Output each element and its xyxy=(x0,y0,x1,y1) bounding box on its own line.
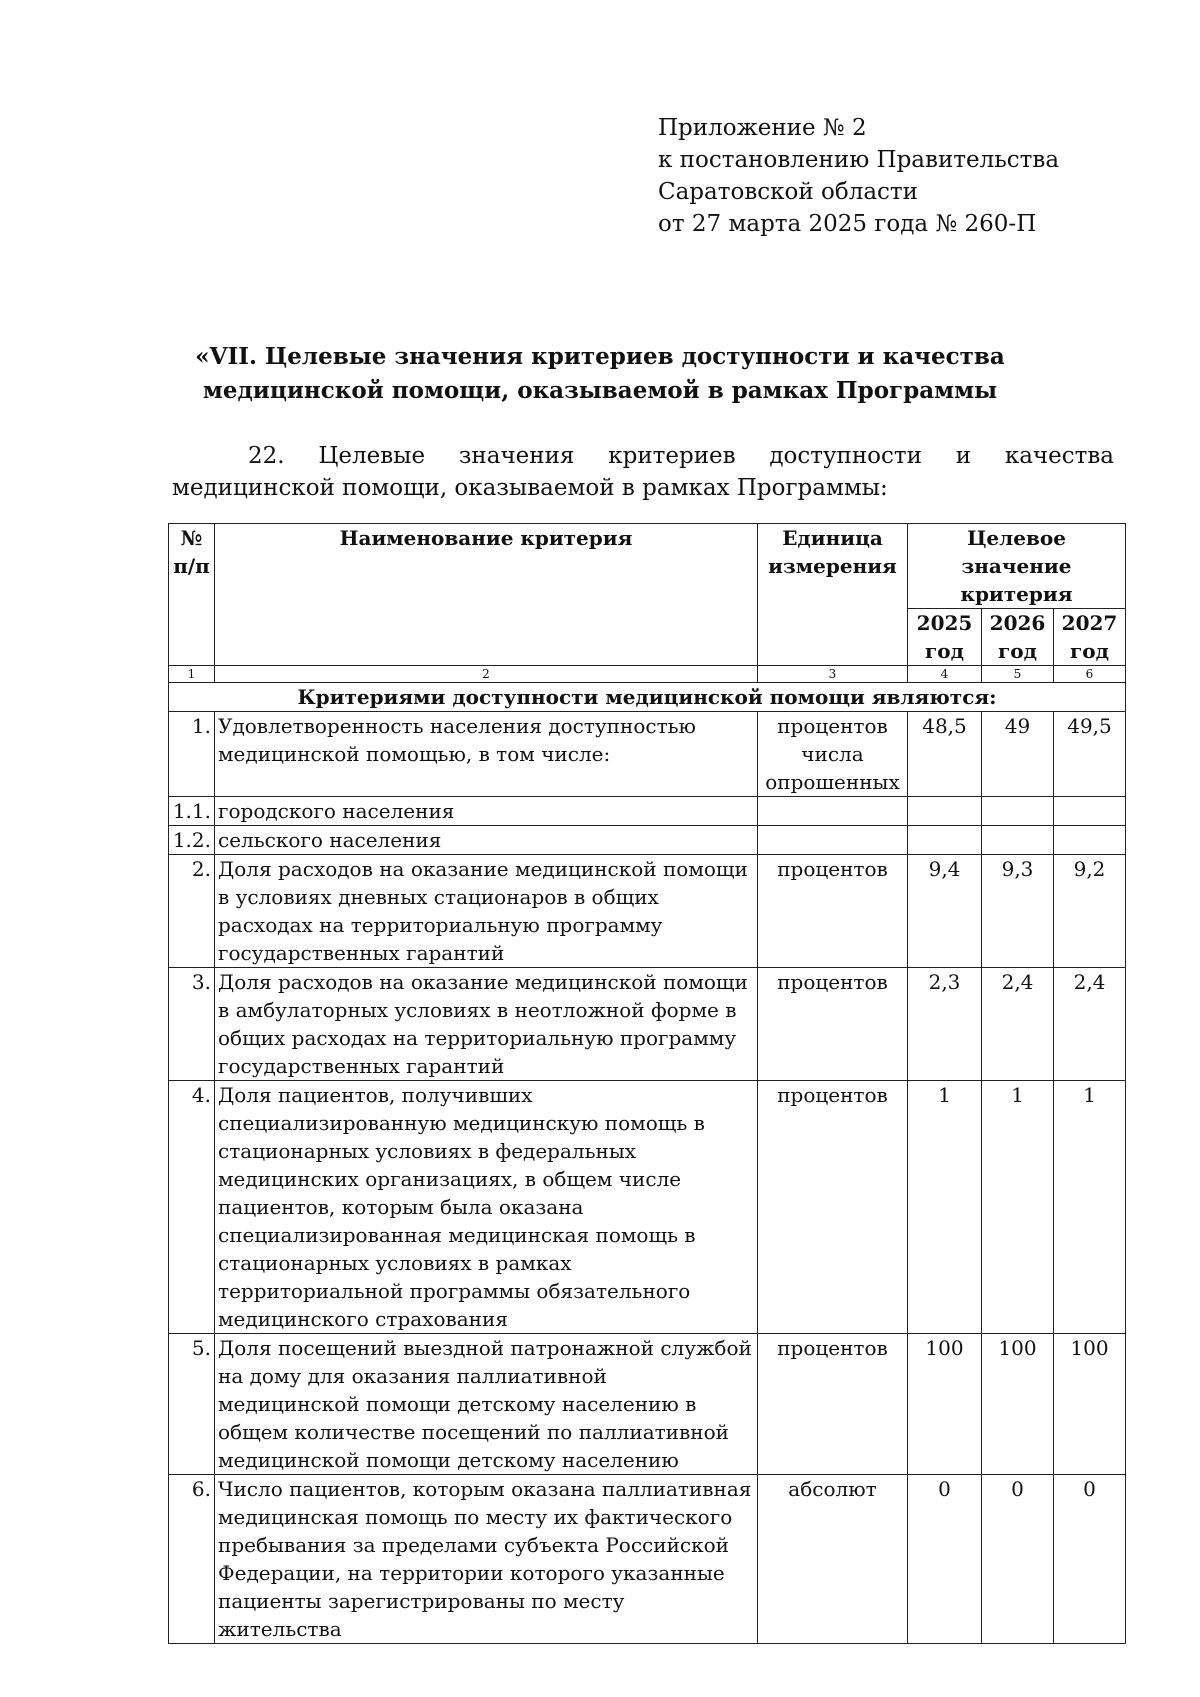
row-number: 1.2. xyxy=(169,826,215,855)
row-number: 5. xyxy=(169,1334,215,1475)
row-number: 4. xyxy=(169,1081,215,1334)
appendix-reference xyxy=(658,112,1138,240)
header-year-2026: 2026 год xyxy=(982,609,1054,666)
section-heading xyxy=(170,340,1030,408)
table-row xyxy=(169,1475,1126,1644)
header-unit: Единица измерения xyxy=(758,524,908,666)
criterion-name: Доля расходов на оказание медицинской помощи в амбулаторных условиях в неотложной форме в общих расходах на территориальную программу государственных гарантий xyxy=(215,968,758,1081)
value-2026: 0 xyxy=(982,1475,1054,1644)
header-num: № п/п xyxy=(169,524,215,666)
table-row xyxy=(169,826,1126,855)
appendix-line: Саратовской области xyxy=(658,179,918,205)
appendix-line: Приложение № 2 xyxy=(658,115,867,141)
value-2025: 1 xyxy=(908,1081,982,1334)
row-number: 6. xyxy=(169,1475,215,1644)
table-row xyxy=(169,1081,1126,1334)
unit-of-measure: процентов числа опрошенных xyxy=(758,712,908,797)
value-2027: 9,2 xyxy=(1054,855,1126,968)
value-2026: 1 xyxy=(982,1081,1054,1334)
row-number: 1. xyxy=(169,712,215,797)
criteria-table xyxy=(168,523,1126,1644)
criterion-name: городского населения xyxy=(215,797,758,826)
table-row xyxy=(169,968,1126,1081)
value-2025 xyxy=(908,826,982,855)
row-number: 3. xyxy=(169,968,215,1081)
appendix-line: к постановлению Правительства xyxy=(658,147,1060,173)
table-row xyxy=(169,712,1126,797)
unit-of-measure: абсолют xyxy=(758,1475,908,1644)
value-2027 xyxy=(1054,826,1126,855)
header-year-2027: 2027 год xyxy=(1054,609,1126,666)
header-year-2025: 2025 год xyxy=(908,609,982,666)
unit-of-measure: процентов xyxy=(758,1081,908,1334)
table-row xyxy=(169,1334,1126,1475)
intro-paragraph: 22. Целевые значения критериев доступности и качества медицинской помощи, оказываемой в рамках Программы: xyxy=(172,443,1114,501)
column-number-row xyxy=(169,666,1126,683)
unit-of-measure xyxy=(758,826,908,855)
header-name: Наименование критерия xyxy=(215,524,758,666)
column-number: 2 xyxy=(215,666,758,683)
criterion-name: Удовлетворенность населения доступностью медицинской помощью, в том числе: xyxy=(215,712,758,797)
table-row xyxy=(169,797,1126,826)
criterion-name: Доля расходов на оказание медицинской помощи в условиях дневных стационаров в общих расходах на территориальную программу государственных гарантий xyxy=(215,855,758,968)
section-row xyxy=(169,683,1126,712)
column-number: 6 xyxy=(1054,666,1126,683)
value-2026: 49 xyxy=(982,712,1054,797)
criterion-name: Доля пациентов, получивших специализированную медицинскую помощь в стационарных условиях в федеральных медицинских организациях, в общем числе пациентов, которым была оказана специализированная медицинская помощь в стационарных условиях в рамках территориальной программы обязательного медицинского страхования xyxy=(215,1081,758,1334)
value-2025: 2,3 xyxy=(908,968,982,1081)
value-2026 xyxy=(982,797,1054,826)
column-number: 5 xyxy=(982,666,1054,683)
table-row xyxy=(169,855,1126,968)
value-2027: 0 xyxy=(1054,1475,1126,1644)
unit-of-measure: процентов xyxy=(758,968,908,1081)
value-2026: 9,3 xyxy=(982,855,1054,968)
value-2027: 2,4 xyxy=(1054,968,1126,1081)
column-number: 3 xyxy=(758,666,908,683)
criterion-name: Доля посещений выездной патронажной службой на дому для оказания паллиативной медицинской помощи детскому населению в общем количестве посещений по паллиативной медицинской помощи детскому населению xyxy=(215,1334,758,1475)
criterion-name: Число пациентов, которым оказана паллиативная медицинская помощь по месту их фактического пребывания за пределами субъекта Российской Федерации, на территории которого указанные пациенты зарегистрированы по месту жительства xyxy=(215,1475,758,1644)
unit-of-measure: процентов xyxy=(758,855,908,968)
unit-of-measure xyxy=(758,797,908,826)
table-header-row xyxy=(169,524,1126,609)
value-2025: 48,5 xyxy=(908,712,982,797)
value-2025 xyxy=(908,797,982,826)
value-2026: 100 xyxy=(982,1334,1054,1475)
value-2025: 100 xyxy=(908,1334,982,1475)
value-2026: 2,4 xyxy=(982,968,1054,1081)
value-2027: 1 xyxy=(1054,1081,1126,1334)
row-number: 2. xyxy=(169,855,215,968)
value-2027: 100 xyxy=(1054,1334,1126,1475)
column-number: 4 xyxy=(908,666,982,683)
value-2027: 49,5 xyxy=(1054,712,1126,797)
value-2025: 0 xyxy=(908,1475,982,1644)
appendix-line: от 27 марта 2025 года № 260-П xyxy=(658,211,1037,237)
value-2025: 9,4 xyxy=(908,855,982,968)
row-number: 1.1. xyxy=(169,797,215,826)
value-2026 xyxy=(982,826,1054,855)
heading-line: медицинской помощи, оказываемой в рамках Программы xyxy=(202,377,998,404)
value-2027 xyxy=(1054,797,1126,826)
section-title: Критериями доступности медицинской помощи являются: xyxy=(169,683,1126,712)
unit-of-measure: процентов xyxy=(758,1334,908,1475)
header-target: Целевое значение критерия xyxy=(908,524,1126,609)
criterion-name: сельского населения xyxy=(215,826,758,855)
heading-line: «VII. Целевые значения критериев доступности и качества xyxy=(195,343,1005,370)
column-number: 1 xyxy=(169,666,215,683)
